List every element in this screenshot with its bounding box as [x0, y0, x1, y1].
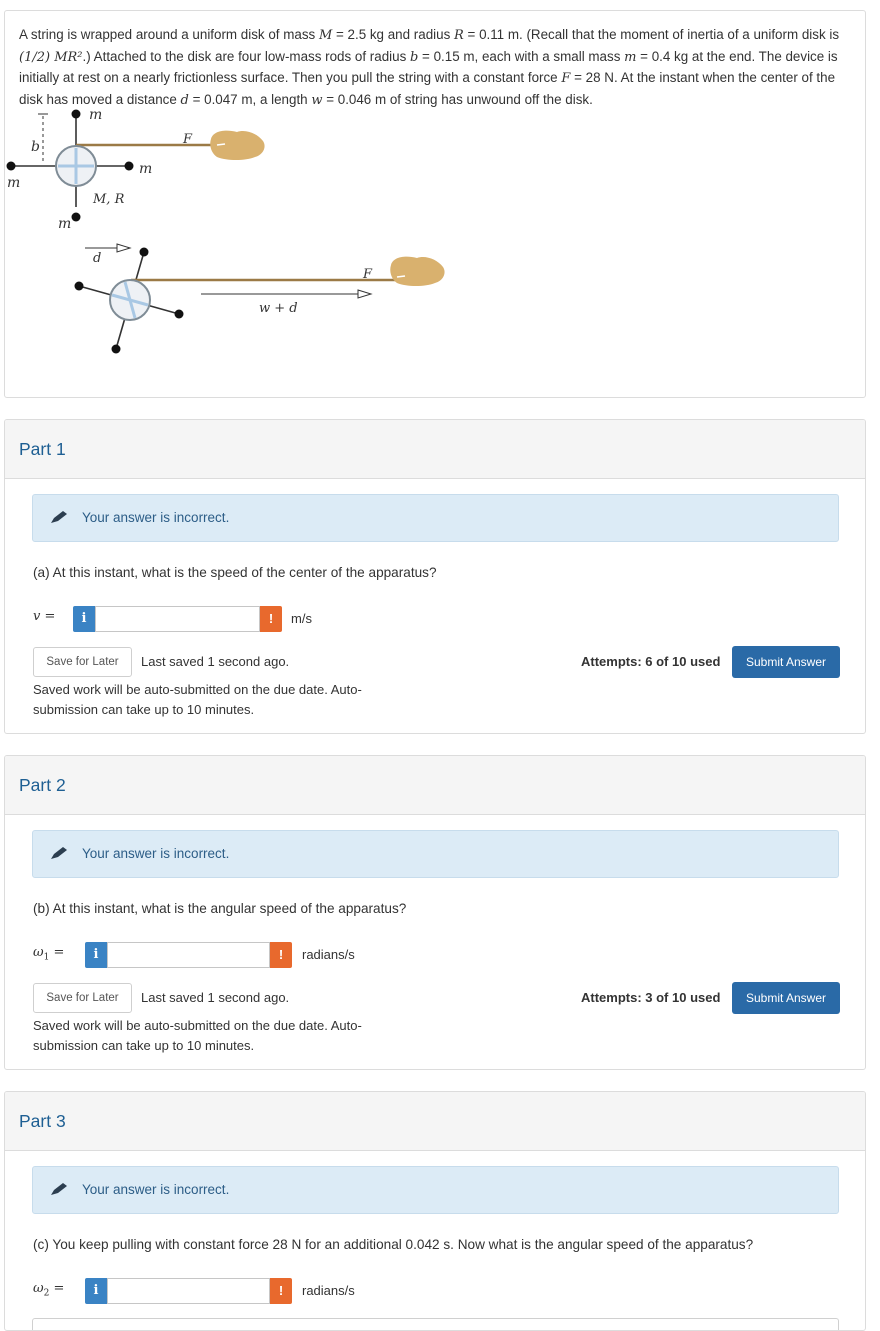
- problem-text-6: at the end. The device is initially at rest on a nearly frictionless surface. Then you pull the string with a constant force: [19, 48, 838, 85]
- hand-detail: [397, 276, 405, 277]
- part-2-unit: radians/s: [302, 947, 355, 962]
- equals-sign: =: [49, 945, 65, 960]
- var-subscript: 2: [43, 1288, 50, 1299]
- problem-text-9: of string has unwound off the disk.: [386, 91, 593, 107]
- part-1-answer-row: [33, 604, 433, 632]
- part-2-title: Part 2: [19, 775, 66, 795]
- var-w: w: [311, 92, 323, 108]
- d-arrow-head: [117, 244, 130, 252]
- var-symbol: v: [33, 609, 41, 624]
- point-mass: [75, 282, 84, 291]
- part-2-save-for-later-button[interactable]: Save for Later: [33, 983, 132, 1013]
- label-MR: M, R: [93, 192, 125, 207]
- point-mass: [112, 345, 121, 354]
- equals-sign: =: [463, 27, 480, 42]
- part-1-card: [4, 419, 866, 734]
- part-2-autosubmit-note: Saved work will be auto-submitted on the due date. Auto-submission can take up to 10 minutes.: [33, 1018, 362, 1053]
- label-m-top: m: [89, 107, 103, 123]
- part-1-title: Part 1: [19, 439, 66, 459]
- part-1-header: [5, 420, 865, 479]
- part-2-last-saved: Last saved 1 second ago.: [141, 990, 290, 1005]
- label-m-right: m: [139, 161, 153, 177]
- problem-statement: [19, 25, 851, 111]
- part-2-answer-row: [33, 940, 453, 968]
- problem-text-5: , each with a small mass: [474, 48, 625, 64]
- part-2-submit-button[interactable]: Submit Answer: [732, 982, 840, 1014]
- part-2-header: [5, 756, 865, 815]
- radius-b-value: 0.15 m: [433, 48, 475, 64]
- d-displacement-arrow: [85, 244, 130, 266]
- part-2-question: (b) At this instant, what is the angular speed of the apparatus?: [33, 901, 407, 916]
- var-R: R: [454, 28, 464, 43]
- problem-text-3: . (Recall that the moment of inertia of a uniform disk is: [519, 27, 840, 42]
- part-1-submit-button[interactable]: Submit Answer: [732, 646, 840, 678]
- point-mass: [175, 310, 184, 319]
- part-3-question: (c) You keep pulling with constant force 28 N for an additional 0.042 s. Now what is the angular speed of the apparatus?: [33, 1237, 754, 1252]
- var-b: b: [410, 49, 419, 65]
- var-F: F: [561, 71, 571, 86]
- warning-icon: !: [260, 606, 282, 632]
- var-m: m: [624, 49, 637, 65]
- part-3-feedback-alert: [32, 1166, 839, 1214]
- part-2-feedback-alert: [32, 830, 839, 878]
- problem-text-8: , a length: [252, 91, 312, 107]
- part-1-last-saved: Last saved 1 second ago.: [141, 654, 290, 669]
- part-1-question: (a) At this instant, what is the speed of the center of the apparatus?: [33, 565, 437, 580]
- point-mass: [72, 213, 81, 222]
- part-3-title: Part 3: [19, 1111, 66, 1131]
- var-v-label: [33, 609, 55, 624]
- part-2-attempts: Attempts: 3 of 10 used: [581, 990, 721, 1005]
- var-d: d: [180, 92, 189, 108]
- part-2-card: [4, 755, 866, 1070]
- part-3-card: [4, 1091, 866, 1331]
- problem-text-2: and radius: [384, 27, 454, 42]
- point-mass: [125, 162, 134, 171]
- equals-sign: =: [40, 609, 56, 624]
- part-3-next-box-edge: [32, 1318, 839, 1331]
- radius-R-value: 0.11 m: [479, 27, 520, 42]
- hand-icon: [390, 257, 444, 286]
- part-1-unit: m/s: [291, 611, 312, 626]
- problem-text-1: A string is wrapped around a uniform disk of mass: [19, 27, 319, 42]
- part-1-save-for-later-button[interactable]: Save for Later: [33, 647, 132, 677]
- length-w-value: 0.046 m: [337, 91, 387, 107]
- part-1-feedback-text: Your answer is incorrect.: [82, 510, 230, 525]
- distance-d-value: 0.047 m: [204, 91, 253, 107]
- equals-sign: =: [332, 27, 348, 42]
- problem-card: [4, 10, 866, 398]
- part-3-feedback-text: Your answer is incorrect.: [82, 1182, 230, 1197]
- part-1-autosubmit-note: Saved work will be auto-submitted on the due date. Auto-submission can take up to 10 minutes.: [33, 682, 362, 717]
- initial-apparatus: [7, 107, 265, 232]
- pencil-icon: [50, 846, 68, 860]
- part-3-answer-input[interactable]: [107, 1278, 270, 1304]
- var-symbol: ω: [33, 1281, 44, 1296]
- var-omega1-label: [33, 945, 64, 963]
- point-mass: [72, 110, 81, 119]
- mass-m-value: 0.4 kg: [651, 48, 689, 64]
- label-F-top: F: [183, 132, 193, 147]
- part-2-feedback-text: Your answer is incorrect.: [82, 846, 230, 861]
- var-subscript: 1: [43, 952, 50, 963]
- wd-arrow-head: [358, 290, 371, 298]
- inertia-formula: (1/2) MR²: [19, 49, 83, 65]
- part-3-unit: radians/s: [302, 1283, 355, 1298]
- equals-sign: =: [636, 48, 652, 64]
- pencil-icon: [50, 510, 68, 524]
- part-3-answer-row: [33, 1276, 453, 1304]
- var-symbol: ω: [33, 945, 44, 960]
- label-w-plus-d: w + d: [259, 301, 298, 316]
- part-2-answer-input[interactable]: [107, 942, 270, 968]
- problem-text-7: . At the instant when the center of the disk has moved a distance: [19, 70, 836, 107]
- warning-icon: !: [270, 942, 292, 968]
- point-mass: [7, 162, 16, 171]
- info-icon[interactable]: i: [85, 942, 107, 968]
- part-3-header: [5, 1092, 865, 1151]
- apparatus-figure: [5, 107, 485, 357]
- part-1-feedback-alert: [32, 494, 839, 542]
- label-m-bottom: m: [58, 216, 72, 232]
- info-icon[interactable]: i: [85, 1278, 107, 1304]
- mass-M-value: 2.5 kg: [347, 27, 385, 42]
- warning-icon: !: [270, 1278, 292, 1304]
- label-d: d: [93, 251, 102, 266]
- equals-sign: =: [188, 91, 205, 107]
- info-icon[interactable]: i: [73, 606, 95, 632]
- equals-sign: =: [418, 48, 434, 64]
- label-b: b: [31, 139, 40, 155]
- problem-text-4: .) Attached to the disk are four low-mass rods of radius: [82, 48, 410, 64]
- force-F-value: 28 N: [585, 70, 614, 85]
- pencil-icon: [50, 1182, 68, 1196]
- point-mass: [140, 248, 149, 257]
- label-m-left: m: [7, 175, 21, 191]
- label-F-bottom: F: [363, 267, 373, 282]
- equals-sign: =: [49, 1281, 65, 1296]
- part-1-attempts: Attempts: 6 of 10 used: [581, 654, 721, 669]
- equals-sign: =: [570, 70, 586, 85]
- var-omega2-label: [33, 1281, 64, 1299]
- equals-sign: =: [322, 91, 338, 107]
- final-apparatus: [75, 248, 445, 354]
- part-1-answer-input[interactable]: [95, 606, 260, 632]
- var-M: M: [318, 28, 333, 43]
- hand-detail: [217, 144, 225, 145]
